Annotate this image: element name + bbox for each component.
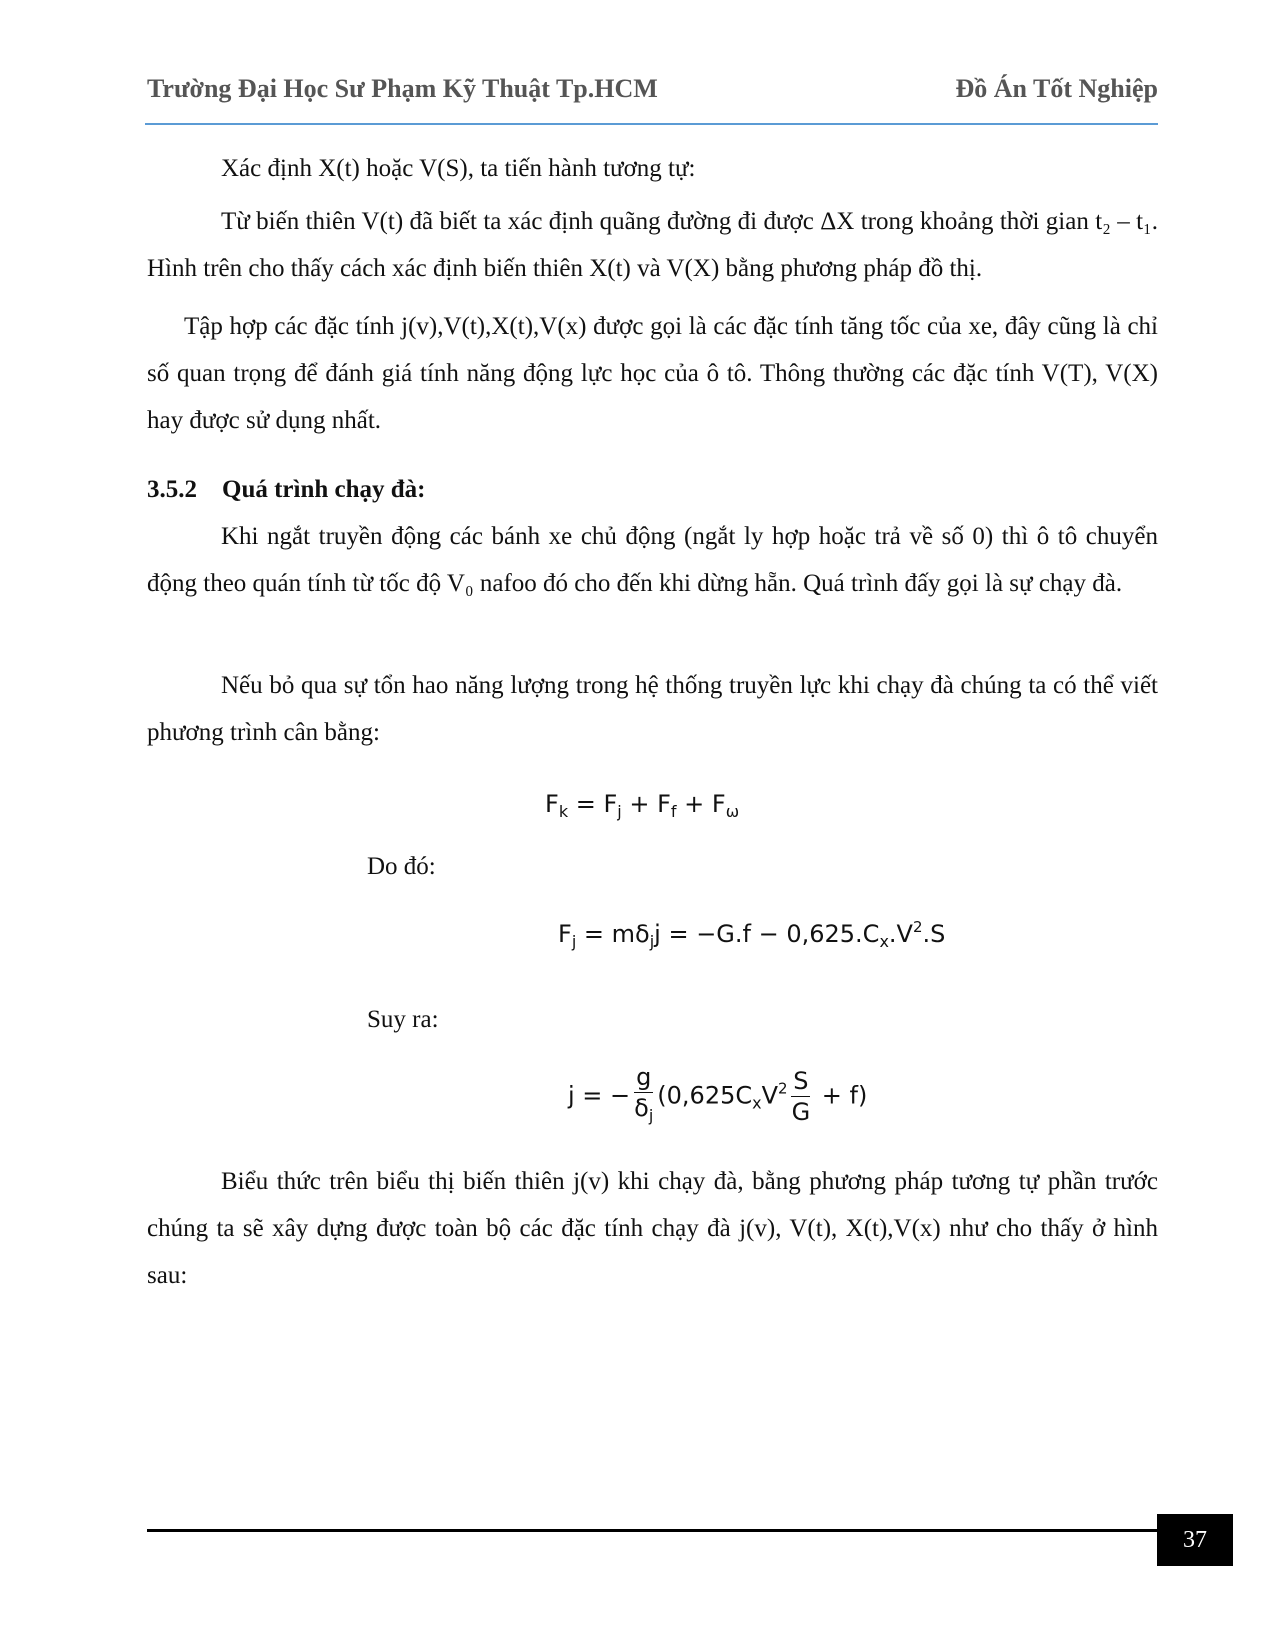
equation-deceleration: j = − $\frac{g}{\delta_j}$ ($0,625C_xV^2$ $\frac{S}{G}$ + f) bbox=[568, 1063, 868, 1126]
section-number: 3.5.2 bbox=[147, 476, 197, 503]
paragraph-energy-loss: Nếu bỏ qua sự tổn hao năng lượng trong hệ thống truyền lực khi chạy đà chúng ta có thể viết phương trình cân bằng: bbox=[147, 672, 1158, 746]
page-number: 37 bbox=[1157, 1514, 1233, 1566]
equation-inertia-force: $F_j = m\delta_jj = -G.f - 0,625.C_x.V^2.S$ bbox=[558, 918, 946, 951]
footer-divider bbox=[147, 1529, 1158, 1532]
equation-force-balance: $F_k = F_j + F_f + F_\omega$ bbox=[545, 790, 740, 821]
header-document-title: Đồ Án Tốt Nghiệp bbox=[955, 74, 1158, 103]
label-do-do: Do đó: bbox=[367, 853, 436, 880]
paragraph-coasting: Khi ngắt truyền động các bánh xe chủ động (ngắt ly hợp hoặc trả về số 0) thì ô tô chuyển động theo quán tính từ tốc độ V₀ nafoo đó cho đến khi dừng hẵn. Quá trình đấy gọi là sự chạy đà. bbox=[147, 523, 1158, 597]
paragraph-acceleration-characteristics: Tập hợp các đặc tính j(v),V(t),X(t),V(x) được gọi là các đặc tính tăng tốc của xe, đây cũng là chỉ số quan trọng để đánh giá tính năng động lực học của ô tô. Thông thường các đặc tính V(T), V(X) hay được sử dụng nhất. bbox=[147, 313, 1158, 434]
section-heading bbox=[147, 476, 426, 504]
header-school-name: Trường Đại Học Sư Phạm Kỹ Thuật Tp.HCM bbox=[147, 74, 658, 103]
paragraph-delta-x: Từ biến thiên V(t) đã biết ta xác định quãng đường đi được ΔX trong khoảng thời gian t₂ – t₁. Hình trên cho thấy cách xác định biến thiên X(t) và V(X) bằng phương pháp đồ thị. bbox=[147, 208, 1158, 282]
label-suy-ra: Suy ra: bbox=[367, 1006, 439, 1033]
section-title: Quá trình chạy đà: bbox=[222, 476, 426, 503]
header-divider bbox=[145, 123, 1158, 125]
paragraph-intro: Xác định X(t) hoặc V(S), ta tiến hành tương tự: bbox=[221, 155, 696, 182]
paragraph-coasting-characteristics: Biểu thức trên biểu thị biến thiên j(v) khi chạy đà, bằng phương pháp tương tự phần trước chúng ta sẽ xây dựng được toàn bộ các đặc tính chạy đà j(v), V(t), X(t),V(x) như cho thấy ở hình sau: bbox=[147, 1168, 1158, 1289]
